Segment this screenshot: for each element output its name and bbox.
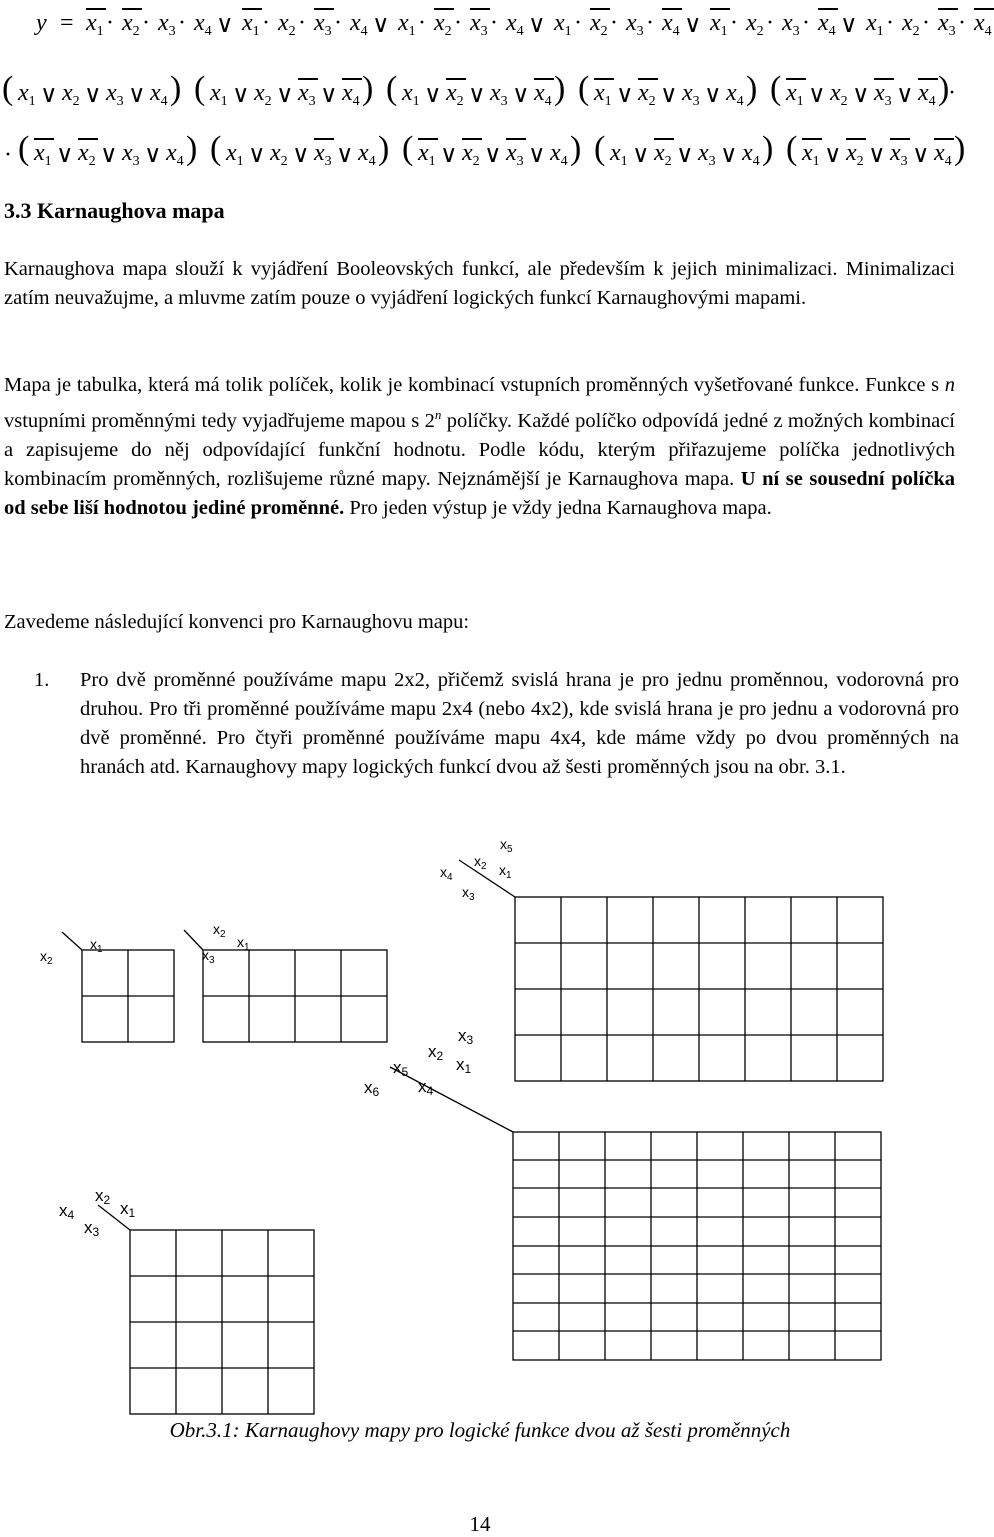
list-number: 1. — [34, 669, 50, 691]
variable-index: 2 — [444, 24, 452, 39]
formula-variable: $x_2$ — [270, 140, 288, 169]
formula-operator: · — [4, 142, 12, 168]
formula-paren: ( — [386, 70, 398, 107]
formula-paren: ) — [554, 70, 566, 107]
variable-index: 2 — [132, 24, 140, 39]
formula-variable: $x_1$ — [86, 10, 104, 39]
formula-variable: $x_2$ — [462, 140, 480, 169]
formula-paren: ) — [170, 70, 182, 107]
formula-variable: $x_1$ — [18, 80, 36, 109]
formula-variable: $x_2$ — [122, 10, 140, 39]
formula-operator: ∨ — [320, 82, 338, 108]
variable-index: 3 — [948, 24, 956, 39]
formula-operator: · — [766, 10, 774, 36]
formula-variable: $x_3$ — [490, 80, 508, 109]
formula-paren: ) — [362, 70, 374, 107]
variable-index: 2 — [72, 94, 80, 109]
pow-exp: n — [434, 407, 442, 422]
formula-operator: ∨ — [528, 12, 546, 38]
variable-index: 1 — [28, 94, 36, 109]
formula-operator: · — [646, 10, 654, 36]
formula-operator: · — [142, 10, 150, 36]
kmap5-label-x2: $x_2$ — [474, 853, 487, 872]
formula-variable: $x_4$ — [194, 10, 212, 39]
section-heading: 3.3 Karnaughova mapa — [4, 198, 225, 223]
formula-variable: $x_2$ — [830, 80, 848, 109]
formula-variable: $x_4$ — [726, 80, 744, 109]
formula-variable: $x_3$ — [682, 80, 700, 109]
formula-operator: ∨ — [232, 82, 250, 108]
formula-operator: · — [298, 10, 306, 36]
formula-variable: $x_4$ — [358, 140, 376, 169]
formula-paren: ( — [786, 130, 798, 167]
variable-index: 1 — [44, 154, 52, 169]
kmap4-label-x2: $x_2$ — [95, 1186, 111, 1207]
kmap2-label-x2: $x_2$ — [40, 948, 53, 967]
formula-operator: ∨ — [528, 142, 546, 168]
formula-operator: ∨ — [440, 142, 458, 168]
kmap3-label-x3: $x_3$ — [202, 947, 215, 966]
formula-operator: · — [610, 10, 618, 36]
formula-variable: $x_1$ — [242, 10, 260, 39]
kmap6-label-x5: $x_5$ — [393, 1058, 409, 1079]
formula-variable: $x_3$ — [782, 10, 800, 39]
formula-paren: ) — [378, 130, 390, 167]
formula-variable: $x_3$ — [298, 80, 316, 109]
kmap5-label-x4: $x_4$ — [440, 864, 453, 883]
variable-index: 2 — [264, 94, 272, 109]
formula-variable: $x_2$ — [746, 10, 764, 39]
formula-operator: ∨ — [684, 12, 702, 38]
page-number: 14 — [469, 1512, 491, 1536]
formula-paren: ( — [578, 70, 590, 107]
formula-operator: ∨ — [468, 82, 486, 108]
formula-operator: ∨ — [660, 82, 678, 108]
formula-operator: ∨ — [896, 82, 914, 108]
formula-variable: $x_1$ — [398, 10, 416, 39]
formula-variable: $x_4$ — [342, 80, 360, 109]
formula-operator: ∨ — [276, 82, 294, 108]
formula-variable: $x_2$ — [78, 140, 96, 169]
formula-operator: · — [106, 10, 114, 36]
formula-variable: $x_1$ — [866, 10, 884, 39]
formula-variable: $x_3$ — [874, 80, 892, 109]
formula-operator: ∨ — [484, 142, 502, 168]
text-run: Mapa je tabulka, která má tolik políček, kolik je kombinací vstupních proměnných vyšetřované funkce. Funkce s — [4, 374, 945, 396]
formula-operator: ∨ — [868, 142, 886, 168]
formula-paren: ( — [402, 130, 414, 167]
variable-index: 3 — [116, 94, 124, 109]
variable-index: 4 — [368, 154, 376, 169]
formula-variable: $x_1$ — [610, 140, 628, 169]
formula-variable: $x_4$ — [742, 140, 760, 169]
variable-index: 3 — [324, 24, 332, 39]
formula-variable: $x_3$ — [626, 10, 644, 39]
formula-paren: ) — [746, 70, 758, 107]
formula-variable: $x_4$ — [166, 140, 184, 169]
variable-index: 4 — [736, 94, 744, 109]
variable-index: 2 — [88, 154, 96, 169]
variable-index: 4 — [560, 154, 568, 169]
list-text: Pro dvě proměnné používáme mapu 2x2, přičemž svislá hrana je pro jednu proměnnou, vodorovná pro druhou. Pro tři proměnné používáme mapu 2x4 (nebo 4x2), kde svislá hrana je pro jednu a vodorovná pro dvě proměnné. Pro čtyři proměnné používáme mapu 4x4, kde máme vždy po dvou proměnných na hranách atd. Karnaughovy mapy logických funkcí dvou až šesti proměnných jsou na obr. 3.1. — [80, 669, 959, 778]
variable-index: 4 — [672, 24, 680, 39]
variable-index: 1 — [720, 24, 728, 39]
formula-operator: ∨ — [616, 82, 634, 108]
variable-index: 3 — [132, 154, 140, 169]
formula-variable: $x_1$ — [34, 140, 52, 169]
formula-operator: ∨ — [852, 82, 870, 108]
formula-operator: ∨ — [84, 82, 102, 108]
kmap3-diagonal — [184, 930, 203, 950]
formula-paren: ( — [210, 130, 222, 167]
kmap6-label-x2: $x_2$ — [428, 1042, 444, 1063]
formula-variable: $x_2$ — [278, 10, 296, 39]
formula-operator: · — [418, 10, 426, 36]
formula-paren: ) — [762, 130, 774, 167]
variable-index: 3 — [900, 154, 908, 169]
formula-variable: $x_3$ — [890, 140, 908, 169]
formula-operator: ∨ — [100, 142, 118, 168]
formula-operator: · — [802, 10, 810, 36]
formula-operator: = — [60, 10, 74, 36]
formula-variable: $x_1$ — [402, 80, 420, 109]
negation-bar — [974, 8, 994, 10]
variable-index: 3 — [168, 24, 176, 39]
variable-index: 1 — [620, 154, 628, 169]
formula-variable: $x_3$ — [938, 10, 956, 39]
formula-operator: y — [36, 10, 47, 36]
formula-operator: ∨ — [424, 82, 442, 108]
variable-index: 1 — [220, 94, 228, 109]
kmap6-diagonal — [390, 1067, 513, 1132]
formula-variable: $x_2$ — [846, 140, 864, 169]
variable-index: 1 — [796, 94, 804, 109]
formula-operator: · — [454, 10, 462, 36]
formula-variable: $x_3$ — [470, 10, 488, 39]
formula-operator: ∨ — [632, 142, 650, 168]
formula-variable: $x_3$ — [106, 80, 124, 109]
variable-index: 2 — [856, 154, 864, 169]
formula-operator: · — [948, 80, 956, 106]
kmap2-diagonal — [62, 932, 82, 950]
formula-variable: $x_2$ — [62, 80, 80, 109]
variable-index: 3 — [500, 94, 508, 109]
formula-variable: $x_3$ — [158, 10, 176, 39]
kmap5-label-x1: $x_1$ — [499, 862, 512, 881]
formula-variable: $x_1$ — [802, 140, 820, 169]
formula-operator: ∨ — [40, 82, 58, 108]
formula-variable: $x_4$ — [818, 10, 836, 39]
kmap6-label-x1: $x_1$ — [456, 1055, 472, 1076]
formula-variable: $x_4$ — [550, 140, 568, 169]
text-run: Pro jeden výstup je vždy jedna Karnaughova mapa. — [344, 496, 772, 519]
formula-variable: $x_3$ — [698, 140, 716, 169]
formula-variable: $x_1$ — [786, 80, 804, 109]
formula-operator: · — [334, 10, 342, 36]
kmap4-label-x4: $x_4$ — [59, 1201, 75, 1222]
text-run: vstupními proměnnými tedy vyjadřujeme mapou s — [4, 409, 425, 432]
variable-index: 4 — [352, 94, 360, 109]
variable-index: 3 — [308, 94, 316, 109]
variable-index: 4 — [176, 154, 184, 169]
formula-variable: $x_4$ — [662, 10, 680, 39]
kmap3-label-x1: $x_1$ — [237, 934, 250, 953]
formula-operator: ∨ — [808, 82, 826, 108]
formula-operator: · — [574, 10, 582, 36]
formula-variable: $x_3$ — [314, 140, 332, 169]
formula-paren: ) — [186, 130, 198, 167]
formula-variable: $x_4$ — [506, 10, 524, 39]
variable-index: 4 — [204, 24, 212, 39]
variable-index: 4 — [160, 94, 168, 109]
formula-operator: · — [922, 10, 930, 36]
variable-index: 2 — [664, 154, 672, 169]
formula-operator: · — [730, 10, 738, 36]
formula-paren: ) — [570, 130, 582, 167]
formula-variable: $x_3$ — [314, 10, 332, 39]
formula-variable: $x_4$ — [534, 80, 552, 109]
variable-index: 3 — [708, 154, 716, 169]
variable-index: 3 — [884, 94, 892, 109]
variable-index: 1 — [96, 24, 104, 39]
formula-variable: $x_1$ — [418, 140, 436, 169]
bold-statement: U ní se sousední políčka od sebe liší hodnotou jediné proměnné. — [4, 467, 955, 519]
figure-caption: Obr.3.1: Karnaughovy mapy pro logické funkce dvou až šesti proměnných — [169, 1418, 791, 1442]
variable-index: 3 — [480, 24, 488, 39]
formula-variable: $x_1$ — [594, 80, 612, 109]
kmap4-label-x3: $x_3$ — [84, 1218, 100, 1239]
formula-operator: · — [958, 10, 966, 36]
pow-base: 2 — [424, 409, 435, 432]
formula-variable: $x_4$ — [934, 140, 952, 169]
kmap5-label-x3: $x_3$ — [462, 884, 475, 903]
formula-operator: ∨ — [824, 142, 842, 168]
formula-operator: ∨ — [144, 142, 162, 168]
variable-index: 1 — [428, 154, 436, 169]
formula-operator: ∨ — [912, 142, 930, 168]
formula-operator: ∨ — [336, 142, 354, 168]
variable-index: 1 — [408, 24, 416, 39]
variable-index: 4 — [928, 94, 936, 109]
variable-index: 2 — [472, 154, 480, 169]
formula-operator: ∨ — [840, 12, 858, 38]
formula-variable: $x_3$ — [506, 140, 524, 169]
formula-operator: · — [178, 10, 186, 36]
formula-paren: ( — [2, 70, 14, 107]
variable-index: 2 — [756, 24, 764, 39]
variable-index: 3 — [692, 94, 700, 109]
formula-variable: $x_2$ — [446, 80, 464, 109]
variable-index: 4 — [516, 24, 524, 39]
math-n: n — [944, 374, 955, 396]
formula-variable: $x_4$ — [918, 80, 936, 109]
formula-paren: ) — [938, 70, 950, 107]
formula-variable: $x_2$ — [590, 10, 608, 39]
formula-variable: $x_2$ — [902, 10, 920, 39]
variable-index: 1 — [876, 24, 884, 39]
formula-operator: ∨ — [676, 142, 694, 168]
variable-index: 2 — [648, 94, 656, 109]
formula-operator: · — [886, 10, 894, 36]
variable-index: 2 — [840, 94, 848, 109]
formula-variable: $x_4$ — [150, 80, 168, 109]
formula-variable: $x_1$ — [554, 10, 572, 39]
formula-variable: $x_1$ — [710, 10, 728, 39]
formula-operator: ∨ — [56, 142, 74, 168]
formula-operator: ∨ — [248, 142, 266, 168]
variable-index: 3 — [636, 24, 644, 39]
variable-index: 2 — [600, 24, 608, 39]
kmap5-label-x5: $x_5$ — [500, 836, 513, 855]
formula-operator: ∨ — [720, 142, 738, 168]
formula-operator: ∨ — [216, 12, 234, 38]
kmap6-label-x3: $x_3$ — [458, 1026, 474, 1047]
kmap4-label-x1: $x_1$ — [120, 1199, 136, 1220]
formula-variable: $x_1$ — [226, 140, 244, 169]
formula-operator: ∨ — [292, 142, 310, 168]
formula-paren: ( — [18, 130, 30, 167]
formula-paren: ( — [194, 70, 206, 107]
variable-index: 1 — [564, 24, 572, 39]
formula-variable: $x_1$ — [210, 80, 228, 109]
variable-index: 4 — [984, 24, 992, 39]
variable-index: 4 — [544, 94, 552, 109]
variable-index: 2 — [912, 24, 920, 39]
variable-index: 4 — [828, 24, 836, 39]
variable-index: 2 — [456, 94, 464, 109]
variable-index: 1 — [812, 154, 820, 169]
kmap3-label-x2: $x_2$ — [213, 921, 226, 940]
formula-variable: $x_2$ — [638, 80, 656, 109]
variable-index: 3 — [516, 154, 524, 169]
formula-variable: $x_2$ — [254, 80, 272, 109]
variable-index: 1 — [604, 94, 612, 109]
variable-index: 2 — [280, 154, 288, 169]
formula-variable: $x_2$ — [654, 140, 672, 169]
formula-variable: $x_2$ — [434, 10, 452, 39]
formula-operator: ∨ — [128, 82, 146, 108]
formula-paren: ( — [594, 130, 606, 167]
variable-index: 3 — [324, 154, 332, 169]
variable-index: 2 — [288, 24, 296, 39]
formula-operator: ∨ — [704, 82, 722, 108]
formula-variable: $x_4$ — [350, 10, 368, 39]
variable-index: 1 — [412, 94, 420, 109]
formula-variable: $x_3$ — [122, 140, 140, 169]
variable-index: 4 — [944, 154, 952, 169]
variable-index: 4 — [360, 24, 368, 39]
formula-operator: · — [490, 10, 498, 36]
kmap6-label-x6: $x_6$ — [364, 1078, 380, 1099]
variable-index: 1 — [252, 24, 260, 39]
formula-paren: ) — [954, 130, 966, 167]
kmap6-label-x4: $x_4$ — [418, 1077, 434, 1098]
text-run: políčky. Každé políčko odpovídá jedné z možných kombinací a zapisujeme do něj odpovídající funkční hodnotu. Podle kódu, kterým přiřazujeme políčka jednotlivých kombinacím proměnných, rozlišujeme různé mapy. Nejznámější je Karnaughova mapa. — [4, 409, 955, 490]
variable-index: 3 — [792, 24, 800, 39]
paragraph-intro: Karnaughova mapa slouží k vyjádření Booleovských funkcí, ale především k jejich minimalizaci. Minimalizaci zatím neuvažujme, a mluvme zatím pouze o vyjádření logických funkcí Karnaughovými mapami. — [4, 258, 955, 309]
variable-index: 4 — [752, 154, 760, 169]
formula-operator: · — [262, 10, 270, 36]
paragraph-convention: Zavedeme následující konvenci pro Karnaughovu mapu: — [4, 611, 470, 633]
formula-variable: $x_4$ — [974, 10, 992, 39]
formula-paren: ( — [770, 70, 782, 107]
formula-operator: ∨ — [512, 82, 530, 108]
formula-operator: ∨ — [372, 12, 390, 38]
variable-index: 1 — [236, 154, 244, 169]
kmap2-label-x1: $x_1$ — [90, 936, 103, 955]
